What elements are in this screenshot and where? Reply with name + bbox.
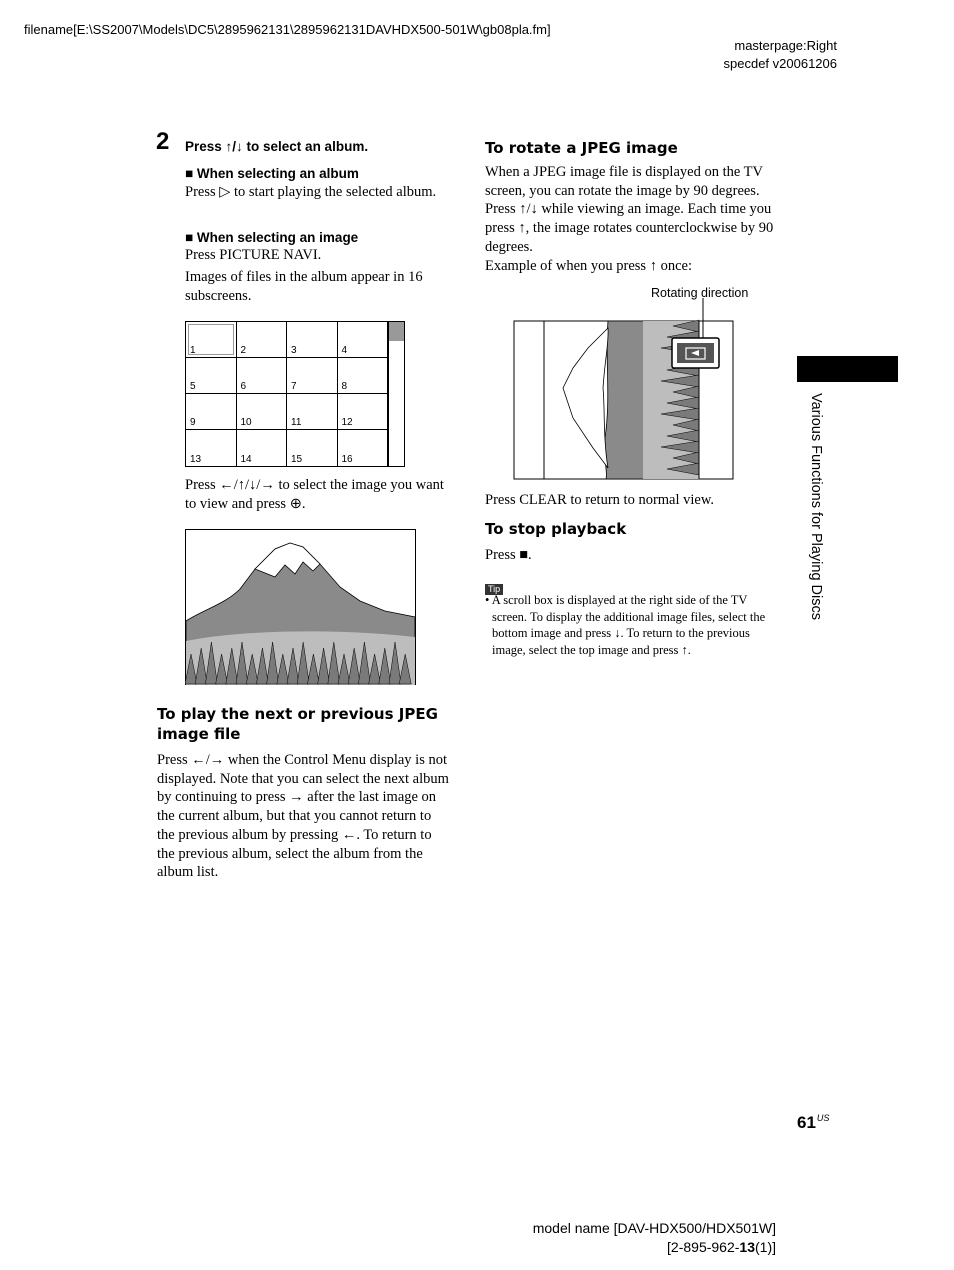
rotate-text: When a JPEG image file is displayed on the TV screen, you can rotate the image by 90 degrees. Press ↑/↓ while viewing an image. Each time you press ↑, the image rotates counterclockwise by 90 degrees. [485, 164, 774, 255]
footer-code: [2-895-962-13(1)] [667, 1239, 776, 1255]
footer-model: model name [DAV-HDX500/HDX501W] [532, 1220, 776, 1236]
subscreen-number: 7 [291, 381, 297, 392]
page-suffix: US [816, 1113, 830, 1123]
header-filename: filename[E:\SS2007\Models\DC5\2895962131\2895962131DAVHDX500-501W\gb08pla.fm] [24, 22, 551, 37]
subscreen-number: 11 [291, 417, 302, 428]
subscreen-number: 1 [190, 345, 196, 356]
stop-heading: To stop playback [485, 520, 627, 538]
subscreen-cell[interactable] [287, 394, 338, 430]
rotated-image [513, 298, 735, 481]
side-tab-marker [797, 356, 898, 382]
clear-text: Press CLEAR to return to normal view. [485, 492, 715, 508]
subscreen-cell[interactable] [237, 358, 288, 394]
mountain-image [185, 529, 416, 685]
subscreen-grid [185, 321, 405, 467]
subscreen-cell[interactable] [338, 322, 389, 358]
album-heading: ■ When selecting an album [185, 166, 359, 181]
subscreen-cell[interactable] [186, 394, 237, 430]
subscreen-number: 9 [190, 417, 196, 428]
subscreen-number: 16 [341, 454, 353, 465]
subscreen-cell[interactable] [186, 322, 237, 358]
subscreen-number: 13 [190, 454, 202, 465]
subscreen-number: 5 [190, 381, 196, 392]
stop-text: Press ■. [485, 547, 532, 563]
image-text-1: Press PICTURE NAVI. [185, 247, 322, 263]
subscreen-cell[interactable] [186, 430, 237, 466]
subscreen-number: 15 [291, 454, 303, 465]
scroll-box [389, 322, 404, 341]
subscreen-number: 8 [341, 381, 348, 392]
step-title: Press ↑/↓ to select an album. [185, 139, 369, 154]
select-text: Press ←/↑/↓/→ to select the image you want to view and press ⊕. [185, 477, 444, 512]
rotate-heading: To rotate a JPEG image [485, 139, 678, 157]
next-prev-text: Press ←/→ when the Control Menu display is not displayed. Note that you can select the next album by continuing to press → after the last image on the current album, but that you cannot return to the previous album by pressing ←. To return to the previous album, select the album from the album list. [157, 752, 449, 881]
subscreen-cell[interactable] [287, 430, 338, 466]
header-specdef: specdef v20061206 [723, 56, 837, 71]
tip-text: • A scroll box is displayed at the right side of the TV screen. To display the additional image files, select the bottom image and press ↓. To return to the previous image, select the top image and press ↑. [485, 593, 766, 657]
subscreen-number: 14 [240, 454, 252, 465]
side-tab-label: Various Functions for Playing Discs [808, 393, 824, 620]
subscreen-cell[interactable] [338, 394, 389, 430]
scroll-bar [388, 322, 404, 466]
subscreen-number: 3 [291, 345, 297, 356]
step-number: 2 [156, 128, 170, 155]
subscreen-cell[interactable] [287, 358, 338, 394]
next-prev-heading: To play the next or previous JPEG image file [157, 705, 438, 743]
tip-label: Tip [485, 584, 503, 595]
subscreen-number: 2 [240, 345, 247, 356]
subscreen-cell[interactable] [338, 430, 389, 466]
image-heading: ■ When selecting an image [185, 230, 359, 245]
album-text: Press ▷ to start playing the selected album. [185, 184, 437, 200]
image-text-2: Images of files in the album appear in 16 subscreens. [185, 269, 423, 304]
rotating-direction-callout: Rotating direction [651, 286, 749, 300]
subscreen-number: 10 [240, 417, 252, 428]
subscreen-number: 4 [341, 345, 348, 356]
header-masterpage: masterpage:Right [734, 38, 837, 53]
subscreen-cell[interactable] [186, 358, 237, 394]
subscreen-number: 6 [240, 381, 247, 392]
subscreen-cell[interactable] [237, 430, 288, 466]
subscreen-cell[interactable] [237, 322, 288, 358]
subscreen-cell[interactable] [287, 322, 338, 358]
rotate-example: Example of when you press ↑ once: [485, 258, 692, 274]
page-number: $61^{US}$ [797, 1113, 830, 1132]
subscreen-cell[interactable] [338, 358, 389, 394]
subscreen-number: 12 [341, 417, 353, 428]
subscreen-cell[interactable] [237, 394, 288, 430]
